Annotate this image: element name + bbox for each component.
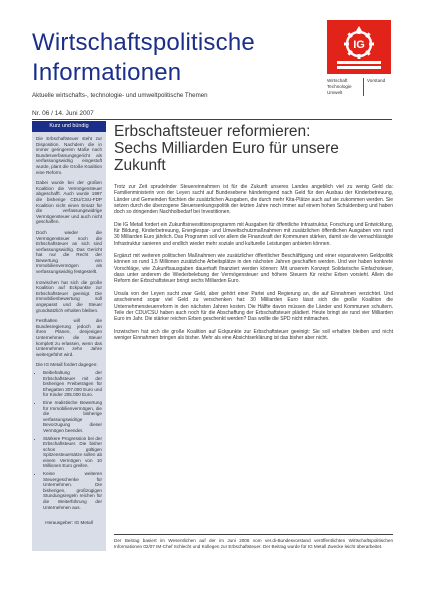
sidebar-heading: Kurz und bündig [32,121,106,132]
article-footnote: Der Beitrag basiert im Wesentlichen auf der im Juni 2006 vom ver.di-Bundesvorstand veröffentlichten Wirtschaftspolitischen Informationen 02/07 IM-Chef Schlecht und Kollegen zur Erbschaftsteuer. Der Beitrag wurde für IG Metall Zwecke leicht überarbeitet. [114,534,393,566]
headline-line1: Erbschaftsteuer reformieren: [114,123,311,140]
article-paragraph: Ursula von der Leyen sucht zwar Geld, aber gehört einer Partei und Regierung an, die auf Einnahmen verzichtet. Und anscheinend sogar viel Geld zu verschenken hat: 30 Milliarden Euro lässt sich die große Koalition die Unternehmensteuerreform in den nächsten Jahren kosten. Die Hälfte davon müssen die Länder und Kommunen schultern. Teile der CDU/CSU haben auch noch für die Abschaffung der Erbschaftsteuer plädiert. Heute bringt sie rund vier Milliarden Euro im Jahr. Die stärker reichen Erben geschenkt werden? Das wollte die SPD nicht mitmachen. [114,290,393,323]
requirement-item: • Stärkere Progression bei der Erbschaftsteuer. Die bisher schon gültigen Spitzensteuersätze sollen ab einem Vermögen von 10 Millionen Euro greifen. [43,436,102,470]
logo-separator [363,78,364,96]
requirements-list [36,370,102,510]
sidebar [32,121,106,551]
requirements-heading: Die IG Metall fordert dagegen: [36,362,98,368]
ig-metall-logo [327,20,391,94]
header-rule [32,119,392,120]
article-paragraph: Die IG Metall fordert ein Zukunftsinvestitionsprogramm mit Ausgaben für öffentliche Infrastruktur, Forschung und Entwicklung, für Bildung, Kinderbetreuung, Energiespar- und Umweltschutzmaßnahmen mit zusätzlichen öffentlichen Ausgaben von rund 30 Milliarden Euro jährlich. Das Programm soll vor allem die Finanzkraft der Kommunen stärken, damit sie die vernachlässigte Infrastruktur sanieren und endlich wieder mehr soziale und kulturelle Leistungen anbieten können. [114,221,394,247]
requirement-item: • Eine realistische Bewertung für Immobilienvermögen, die die bisherige verfassungswidrige Bevorzugung dieser Vermögen beendet. [43,400,102,434]
sidebar-paragraph: Inzwischen hat sich die große Koalition auf Eckpunkte zur Erbschaftsteuer geeinigt. Die Immobilienbewertung soll angepasst und die Steuer grundsätzlich erhalten bleiben. [36,279,102,313]
article-paragraph: Inzwischen hat sich die große Koalition auf Eckpunkte zur Erbschaftsteuer geeinigt: Sie soll erhalten bleiben und nicht weniger Einnahmen bringen als bisher. Mehr als eine Absichtserklärung ist das bisher aber nicht. [114,328,393,341]
requirement-item: • Keine weiteren Steuergeschenke für Unternehmen. Die bisherigen, großzügigen Stundungsregeln reichen für die Weiterführung der Unternehmen aus. [43,471,102,510]
sidebar-paragraph: Doch wieder die Vermögensteuer noch die Erbschaftsteuer an sich sind verfassungswidrig. Das Gericht hat nur die Recht der Bewertung von Immobilienvermögen als verfassungswidrig festgestellt. [36,229,102,275]
masthead-title [32,28,312,88]
requirement-item: • Beibehaltung der Erbschaftsteuer mit der bisherigen Freibeträgen für Ehegatten 307.000 Euro und für Kinder 205.000 Euro. [43,370,102,398]
logo-brand-letters: IG [353,39,365,51]
ig-metall-logo-icon [327,20,391,74]
sidebar-paragraph: Die Erbschaftsteuer steht zur Disposition. Nachdem die in immer geringerem Maße nach Bundesverfassungsgericht als verfassungswidrig eingestuft wurde, plant die Große Koalition eine Reform. [36,136,102,175]
issue-number: Nr. 06 / 14. Juni 2007 [32,110,94,117]
sidebar-paragraph: Dabei wurde bei der großen Koalition die Vermögensteuer abgeschafft. Auch wurde 1997 die bisherige CDU/CSU-FDP Koalition nicht einen Ersatz für die verfassungswidrige Vermögensteuer und auch nicht geschaffen. [36,180,102,225]
masthead-title-line1: Wirtschaftspolitische [32,29,255,56]
sidebar-signature: Herausgeber: IG Metall [45,520,93,526]
logo-board: Vorstand [367,78,386,83]
masthead-title-line2: Informationen [32,59,182,86]
article-paragraph: Trotz zur Zeit sprudelnder Steuereinnahmen ist für die Zukunft unseres Landes angeblich viel zu wenig Geld da: Familienministerin von der Leyen sucht auf Bundesebene händeringend nach Geld für den Ausbau der Kinderbetreuung, Länder und Gemeinden fürchten die zusätzlichen Ausgaben, die durch mehr Kita-Plätze auch auf sie zukommen werden. Sie setzen durch die überzogene Steuersenkungspolitik der letzten Jahre noch immer auf einem hohen Schuldenberg und haben doch so dringenden Nachholbedarf bei Investitionen. [114,184,393,216]
masthead-subtitle: Aktuelle wirtschafts-, technologie- und umweltpolitische Themen [32,92,208,99]
logo-department: Wirtschaft Technologie Umwelt [327,78,352,95]
headline-line2: Sechs Milliarden Euro für unsere Zukunft [114,140,339,174]
article-headline [114,123,394,174]
article-body [114,184,393,347]
article-paragraph: Ergänzt mit weiteren politischen Maßnahmen wie zusätzlicher öffentlicher Beschäftigung und einer expansiveren Geldpolitik können so rund 1,5 Millionen zusätzliche Arbeitsplätze in den nächsten Jahren geschaffen werden. Und wer haben konkrete Vorschläge, wie Zukunftsausgaben dauerhaft finanziert werden können: Mit unserem Konzept Solidarische Einfachsteuer, dass unter anderem die Wiederbelebung der Vermögensteuer und höhere Steuern für reiche Erben vorsieht. Allein die Reform der Erbschaftsteuer bringt sechs Milliarden Euro. [114,253,393,285]
sidebar-paragraph: Festhalten will die Bundesregierung jedoch an ihren Plänen, denjenigen Unternehmen die Steuer komplett zu erlassen, wenn das Unternehmen zehn Jahre weitergeführt wird. [36,318,102,357]
